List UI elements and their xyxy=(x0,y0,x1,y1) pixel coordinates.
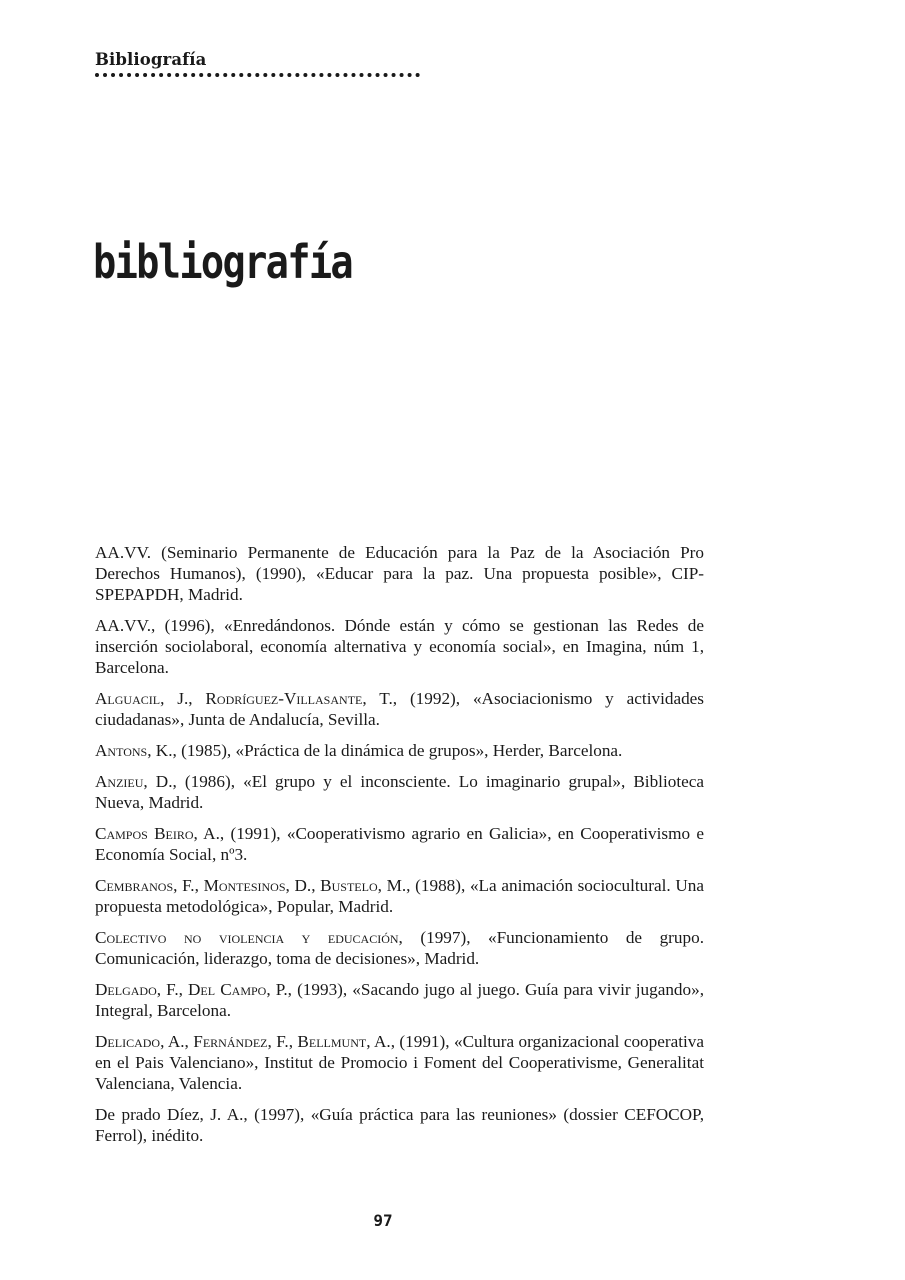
reference-entry xyxy=(95,875,704,917)
chapter-title: bibliografía xyxy=(93,235,353,289)
reference-details: (1992), «Asociacionismo y actividades ciudadanas», Junta de Andalucía, Sevilla. xyxy=(95,689,704,729)
reference-entry xyxy=(95,542,704,605)
reference-entry xyxy=(95,688,704,730)
reference-entry xyxy=(95,771,704,813)
reference-authors: Delgado, F., Del Campo, P., xyxy=(95,980,292,999)
reference-authors: Anzieu, D., xyxy=(95,772,177,791)
reference-details: De prado Díez, J. A., (1997), «Guía práctica para las reuniones» (dossier CEFOCOP, Ferrol), inédito. xyxy=(95,1105,704,1145)
reference-authors: Campos Beiro, A., xyxy=(95,824,225,843)
reference-entry xyxy=(95,1031,704,1094)
reference-details: (1997), «Funcionamiento de grupo. Comunicación, liderazgo, toma de decisiones», Madrid. xyxy=(95,928,704,968)
reference-details: (1991), «Cultura organizacional cooperativa en el Pais Valenciano», Institut de Promocio i Foment del Cooperativisme, Generalitat Valenciana, Valencia. xyxy=(95,1032,704,1093)
reference-details: AA.VV., (1996), «Enredándonos. Dónde están y cómo se gestionan las Redes de inserción sociolaboral, economía alternativa y economía social», en Imagina, núm 1, Barcelona. xyxy=(95,616,704,677)
reference-details: (1993), «Sacando jugo al juego. Guía para vivir jugando», Integral, Barcelona. xyxy=(95,980,704,1020)
dotted-rule xyxy=(95,73,420,77)
reference-entry xyxy=(95,1104,704,1146)
reference-entry xyxy=(95,615,704,678)
reference-authors: Alguacil, J., Rodríguez-Villasante, T., xyxy=(95,689,398,708)
reference-details: AA.VV. (Seminario Permanente de Educación para la Paz de la Asociación Pro Derechos Humanos), (1990), «Educar para la paz. Una propuesta posible», CIP-SPEPAPDH, Madrid. xyxy=(95,543,704,604)
running-header xyxy=(95,50,420,77)
reference-details: (1986), «El grupo y el inconsciente. Lo imaginario grupal», Biblioteca Nueva, Madrid. xyxy=(95,772,704,812)
reference-entry xyxy=(95,823,704,865)
page-number: 97 xyxy=(373,1211,393,1230)
reference-authors: Colectivo no violencia y educación, xyxy=(95,928,403,947)
running-header-title: Bibliografía xyxy=(95,50,207,69)
reference-details: (1991), «Cooperativismo agrario en Galicia», en Cooperativismo e Economía Social, nº3. xyxy=(95,824,704,864)
reference-details: (1988), «La animación sociocultural. Una propuesta metodológica», Popular, Madrid. xyxy=(95,876,704,916)
reference-details: (1985), «Práctica de la dinámica de grupos», Herder, Barcelona. xyxy=(176,741,623,760)
reference-list xyxy=(95,542,704,1156)
reference-authors: Cembranos, F., Montesinos, D., Bustelo, M., xyxy=(95,876,411,895)
reference-authors: Antons, K., xyxy=(95,741,177,760)
reference-entry xyxy=(95,740,704,761)
reference-entry xyxy=(95,979,704,1021)
reference-entry xyxy=(95,927,704,969)
reference-authors: Delicado, A., Fernández, F., Bellmunt, A., xyxy=(95,1032,395,1051)
